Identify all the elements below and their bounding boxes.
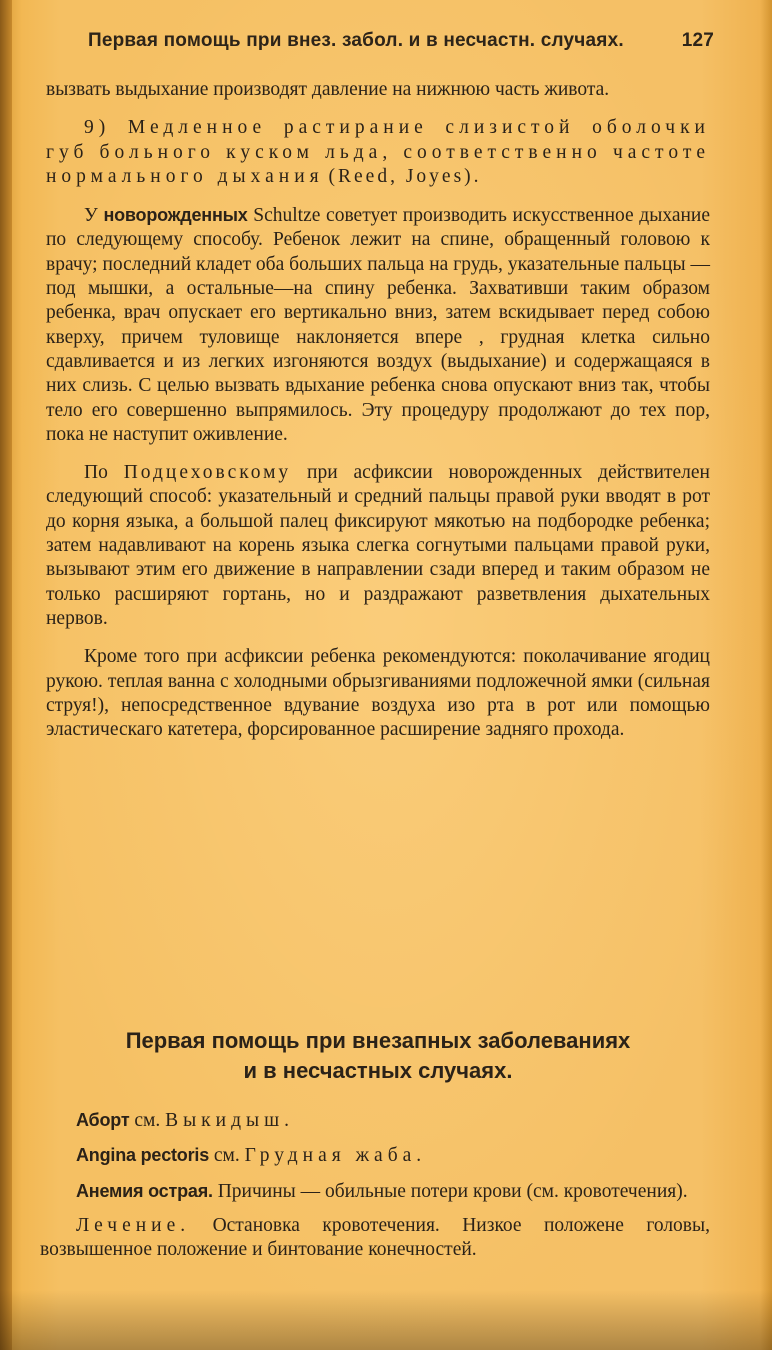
paragraph-5 [46, 645, 710, 742]
entry-angina-see: см. [213, 1145, 240, 1167]
paragraph-3 [46, 203, 710, 447]
paragraph-2-refs: (Reed, Joyes). [328, 165, 482, 187]
entry-treatment-text: Остановка кровотечения. Низкое положене головы, возвышенное положение и бинтование конечностей. [40, 1214, 710, 1261]
paragraph-5-text: Кроме того при асфиксии ребенка рекомендуются: поколачивание ягодиц рукою. теплая ванна с холодными обрызгиваниями подложечной ямки (сильная струя!), непосредственное вдувание воздуха изо рта в рот или помощью эластическаго катетера, форсированное расширение задняго прохода. [46, 646, 710, 741]
paragraph-2 [46, 116, 710, 189]
entry-anemia-term: Анемия острая. [76, 1180, 213, 1201]
book-spine [0, 0, 12, 1350]
paragraph-4-text: при асфиксии новорожденных действителен следующий способ: указательный и средний пальцы правой руки вводят в рот до корня языка, а большой палец фиксируют мякотью на подбородке ребенка; затем надавливают на корень языка слегка согнутыми пальцами правой руки, вызывают этим его движение в направлении сзади вперед и таким образом не только расширяют гортань, но и раздражают разветвления дыхательных нервов. [46, 462, 710, 629]
section-heading [46, 1026, 710, 1086]
entry-abort [40, 1108, 710, 1133]
paragraph-3-term: новорожденных [103, 205, 248, 226]
paragraph-2-lead: 9) Медленное растирание слизистой оболочки губ больного куском льда, соответственно частоте нормального дыхания [46, 117, 710, 187]
paragraph-4 [46, 461, 710, 631]
entry-anemia [40, 1179, 710, 1204]
paragraph-4-lead: По [84, 462, 108, 484]
page-body [46, 78, 710, 756]
entry-abort-see: см. [134, 1110, 161, 1131]
page-edge-shadow [0, 1290, 772, 1350]
header-title: Первая помощь при внез. забол. и в несчастн. случаях. [88, 30, 624, 51]
section-heading-line-1: Первая помощь при внезапных заболеваниях [125, 1028, 631, 1053]
paragraph-1 [46, 78, 710, 102]
paragraph-4-name: Подцеховскому [123, 462, 292, 484]
entry-anemia-text: Причины — обильные потери крови (см. кровотечения). [217, 1180, 688, 1202]
section-heading-line-2: и в несчастных случаях. [243, 1058, 513, 1083]
entry-abort-term: Аборт [76, 1110, 130, 1130]
entry-angina-ref: Грудная жаба. [244, 1145, 427, 1167]
entry-treatment [40, 1214, 710, 1263]
entry-treatment-lead: Лечение. [76, 1214, 191, 1236]
entry-angina [40, 1143, 710, 1168]
entry-abort-ref: Выкидыш. [165, 1110, 295, 1131]
paragraph-3-text: Schultze советует производить искусственное дыхание по следующему способу. Ребенок лежит на спине, обращенный головою к врачу; последний кладет оба больших пальца на грудь, указательные пальцы — под мышки, а остальные—на спину ребенка. Захвативши таким образом ребенка, врач опускает его вертикально вниз, затем вскидывает перед собою кверху, причем туловище наклоняется впере , грудная клетка сильно сдавливается и из легких изгоняются воздух (выдыхание) и содержащаяся в них слизь. С целью вызвать вдыхание ребенка снова опускают вниз так, чтобы тело его совершенно выпрямилось. Эту процедуру продолжают до тех пор, пока не наступит оживление. [46, 205, 710, 445]
paragraph-1-text: вызвать выдыхание производят давление на нижнюю часть живота. [46, 79, 610, 100]
running-header [88, 30, 714, 52]
page-number: 127 [681, 30, 714, 51]
entry-angina-term: Angina pectoris [76, 1145, 210, 1166]
paragraph-3-lead: У [84, 205, 98, 227]
dictionary-entries [40, 1108, 710, 1272]
